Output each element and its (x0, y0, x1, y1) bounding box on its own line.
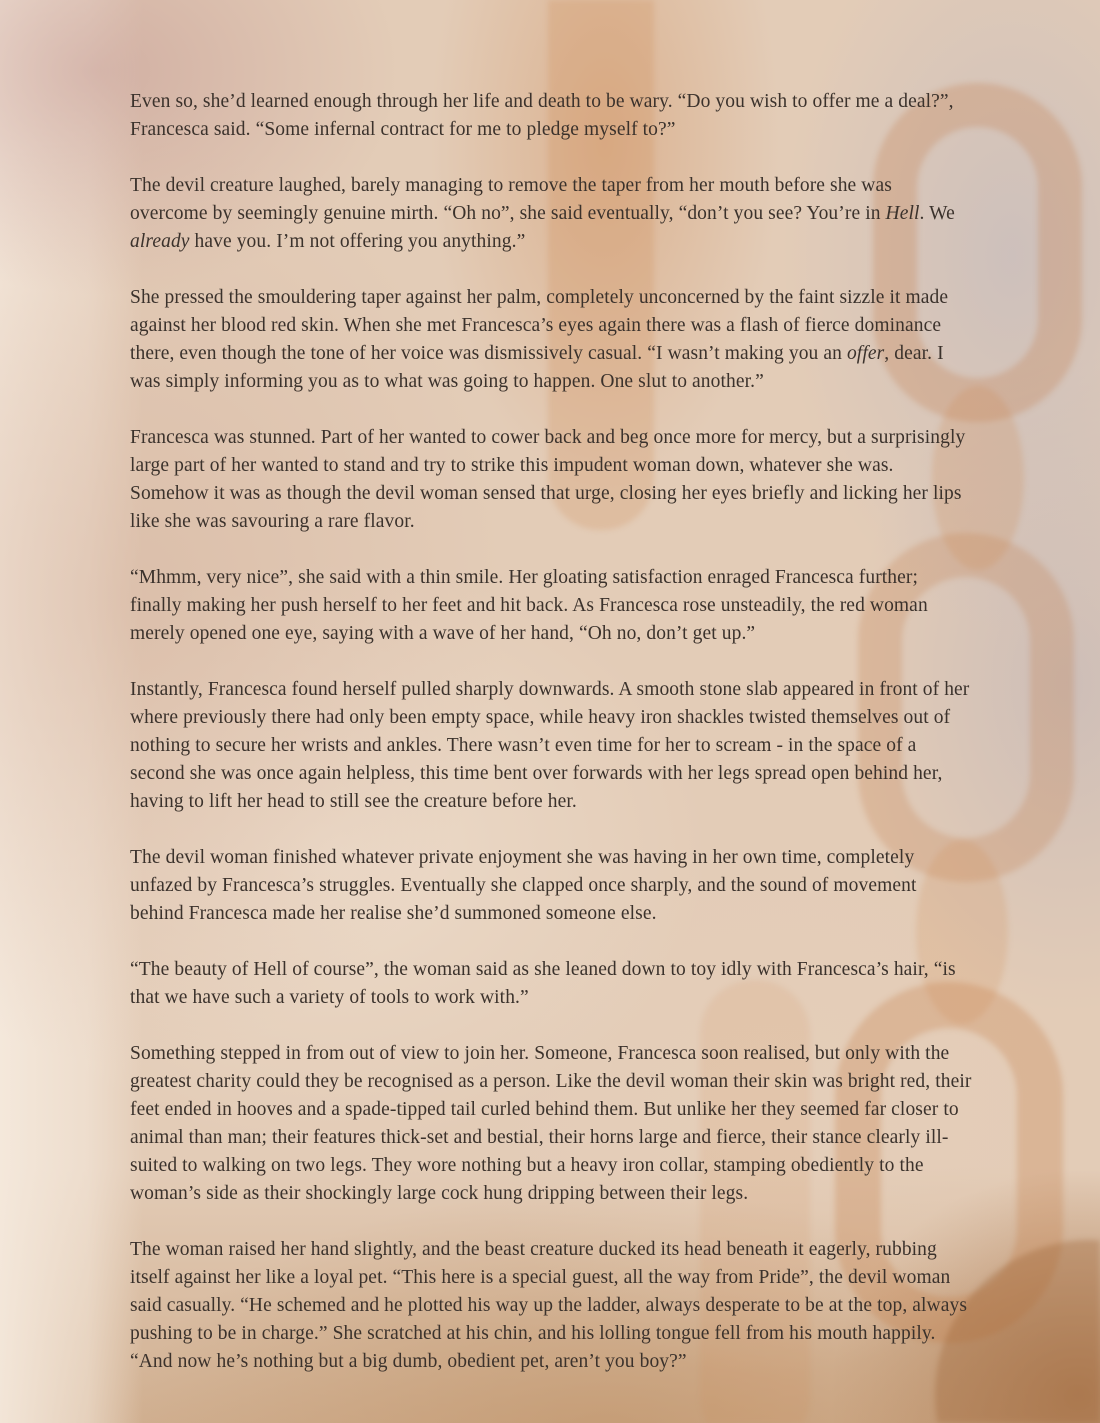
paragraph (130, 1236, 972, 1376)
text-run: The devil creature laughed, barely managing to remove the taper from her mouth before she was overcome by seemingly genuine mirth. “Oh no”, she said eventually, “don’t you see? You’re in (130, 175, 892, 224)
emphasized-text: already (130, 231, 190, 252)
emphasized-text: Hell (885, 203, 920, 224)
text-run: . We (919, 203, 955, 224)
story-text (130, 88, 972, 1404)
text-run: Instantly, Francesca found herself pulled sharply downwards. A smooth stone slab appeared in front of her where previously there had only been empty space, while heavy iron shackles twisted themselves out of nothing to secure her wrists and ankles. There wasn’t even time for her to scream - in the space of a second she was once again helpless, this time bent over forwards with her legs spread open behind her, having to lift her head to still see the creature before her. (130, 679, 970, 812)
paragraph (130, 676, 972, 816)
paragraph (130, 172, 972, 256)
paragraph (130, 284, 972, 396)
text-run: have you. I’m not offering you anything.” (189, 231, 526, 252)
paragraph (130, 1040, 972, 1208)
text-run: Something stepped in from out of view to join her. Someone, Francesca soon realised, but only with the greatest charity could they be recognised as a person. Like the devil woman their skin was bright red, their feet ended in hooves and a spade-tipped tail curled behind them. But unlike her they seemed far closer to animal than man; their features thick-set and bestial, their horns large and fierce, their stance clearly ill-suited to walking on two legs. They wore nothing but a heavy iron collar, stamping obediently to the woman’s side as their shockingly large cock hung dripping between their legs. (130, 1043, 972, 1204)
paragraph (130, 88, 972, 144)
text-run: She pressed the smouldering taper against her palm, completely unconcerned by the faint sizzle it made against her blood red skin. When she met Francesca’s eyes again there was a flash of fierce dominance there, even though the tone of her voice was dismissively casual. “I wasn’t making you an (130, 287, 949, 364)
text-run: Francesca was stunned. Part of her wanted to cower back and beg once more for mercy, but a surprisingly large part of her wanted to stand and try to strike this impudent woman down, whatever she was. Somehow it was as though the devil woman sensed that urge, closing her eyes briefly and licking her lips like she was savouring a rare flavor. (130, 427, 966, 532)
emphasized-text: offer (846, 343, 885, 364)
text-run: “Mhmm, very nice”, she said with a thin smile. Her gloating satisfaction enraged Francesca further; finally making her push herself to her feet and hit back. As Francesca rose unsteadily, the red woman merely opened one eye, saying with a wave of her hand, “Oh no, don’t get up.” (130, 567, 928, 644)
paragraph (130, 564, 972, 648)
text-run: The devil woman finished whatever private enjoyment she was having in her own time, completely unfazed by Francesca’s struggles. Eventually she clapped once sharply, and the sound of movement behind Francesca made her realise she’d summoned someone else. (130, 847, 917, 924)
paragraph (130, 956, 972, 1012)
paragraph (130, 424, 972, 536)
text-run: Even so, she’d learned enough through her life and death to be wary. “Do you wish to offer me a deal?”, Francesca said. “Some infernal contract for me to pledge myself to?” (130, 91, 954, 140)
paragraph (130, 844, 972, 928)
text-run: , dear. I was simply informing you as to what was going to happen. One slut to another.” (130, 343, 944, 392)
text-run: “The beauty of Hell of course”, the woman said as she leaned down to toy idly with Francesca’s hair, “is that we have such a variety of tools to work with.” (130, 959, 956, 1008)
text-run: The woman raised her hand slightly, and the beast creature ducked its head beneath it eagerly, rubbing itself against her like a loyal pet. “This here is a special guest, all the way from Pride”, the devil woman said casually. “He schemed and he plotted his way up the ladder, always desperate to be at the top, always pushing to be in charge.” She scratched at his chin, and his lolling tongue fell from his mouth happily. “And now he’s nothing but a big dumb, obedient pet, aren’t you boy?” (130, 1239, 968, 1372)
